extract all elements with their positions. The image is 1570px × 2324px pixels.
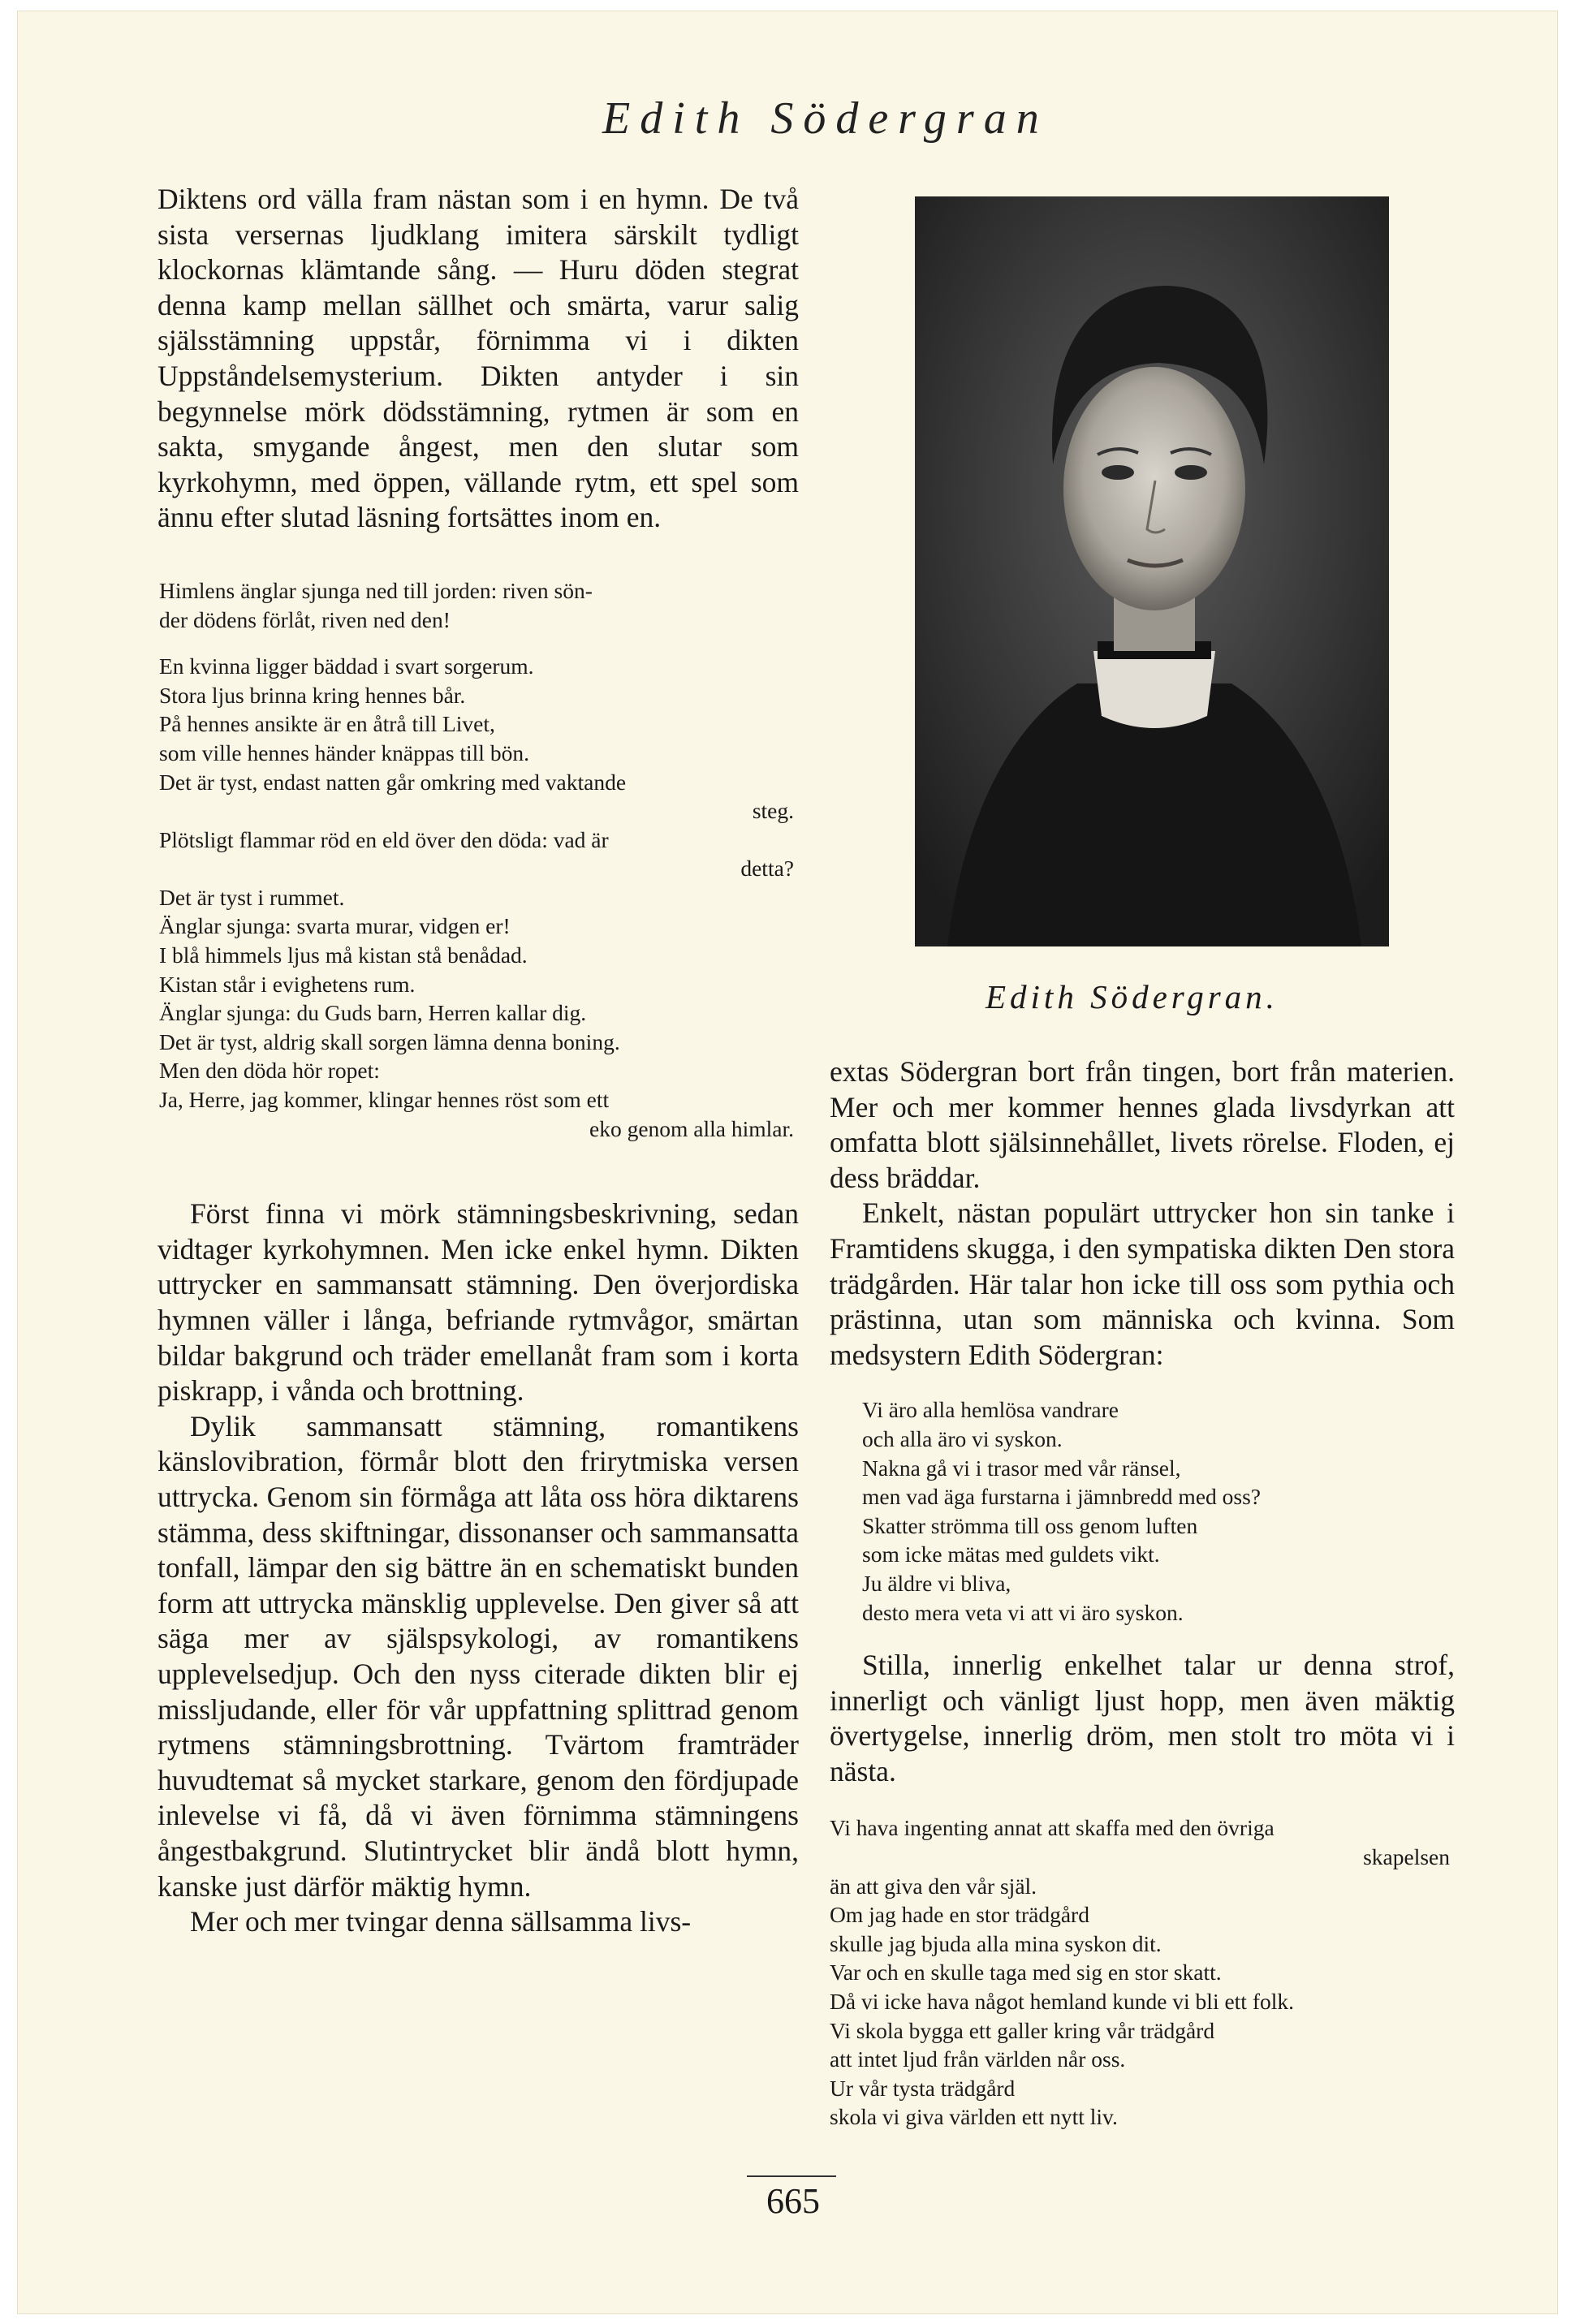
poem-line: Det är tyst, endast natten går omkring med vaktande: [159, 769, 627, 795]
poem-line: som icke mätas med guldets vikt.: [862, 1541, 1160, 1567]
poem-line-continuation: skapelsen: [1363, 1844, 1450, 1870]
page-number: 665: [766, 2181, 820, 2221]
poem-line: Plötsligt flammar röd en eld över den döda: vad är: [159, 826, 609, 852]
poem-line: der dödens förlåt, riven ned den!: [159, 606, 451, 632]
footer-rule: [747, 2175, 836, 2177]
poem-line: Men den döda hör ropet:: [159, 1058, 380, 1084]
portrait-photo: [915, 196, 1389, 946]
poem-line: Vi skola bygga ett galler kring vår trädgård: [830, 2017, 1215, 2043]
paragraph: Diktens ord välla fram nästan som i en hymn. De två sista versernas ljudklang imitera särskilt tydligt klockornas klämtande sång. — Huru döden stegrat denna kamp mellan sällhet och smärta, varur salig själsstämning uppstår, förnimma vi i dikten Uppståndelsemysterium. Dikten antyder i sin begynnelse mörk dödsstämning, rytmen är som en sakta, smygande ångest, men den slutar som kyrkohymn, med öppen, vällande rytm, ett spel som ännu efter slutad läsning fortsättes inom en.: [157, 183, 799, 534]
poem-line: Änglar sjunga: svarta murar, vidgen er!: [159, 913, 511, 939]
poem-line: Var och en skulle taga med sig en stor skatt.: [830, 1960, 1222, 1986]
poem-line: Det är tyst i rummet.: [159, 884, 345, 910]
poem-line-continuation: steg.: [752, 798, 794, 824]
paragraph: extas Södergran bort från tingen, bort från materien. Mer och mer kommer hennes glada livsdyrkan att omfatta blott själsinnehållet, livets rörelse. Floden, ej dess bräddar.: [830, 1055, 1455, 1194]
poem-intro: [157, 576, 799, 634]
photo-caption: Edith Södergran.: [986, 978, 1279, 1015]
poem-line: Skatter strömma till oss genom luften: [862, 1512, 1198, 1538]
paragraph: Först finna vi mörk stämningsbeskrivning, sedan vidtager kyrkohymnen. Men icke enkel hymn. Dikten uttrycker en sammansatt stämning. Den överjordiska hymnen väller i långa, befriande rytmvågor, smärtan bildar bakgrund och träder emellanåt fram som i korta piskrapp, i vånda och brottning.: [157, 1197, 799, 1408]
right-prose-2: [830, 1648, 1455, 1789]
paragraph: Enkelt, nästan populärt uttrycker hon sin tanke i Framtidens skugga, i den sympatiska dikten Den stora trädgården. Här talar hon icke till oss som pythia och prästinna, utan som människa och kvinna. Som medsystern Edith Södergran:: [830, 1196, 1455, 1371]
poem-framtidens-skugga: [830, 1395, 1455, 1627]
poem-line: skola vi giva världen ett nytt liv.: [830, 2104, 1118, 2130]
poem-line: Vi hava ingenting annat att skaffa med den övriga: [830, 1815, 1275, 1841]
poem-line: än att giva den vår själ.: [830, 1873, 1037, 1899]
poem-line: Änglar sjunga: du Guds barn, Herren kallar dig.: [159, 1000, 587, 1026]
poem-line: Himlens änglar sjunga ned till jorden: riven sön-: [159, 577, 593, 603]
paragraph: Stilla, innerlig enkelhet talar ur denna strof, innerligt och vänligt ljust hopp, men även mäktig övertygelse, innerlig dröm, men stolt tro möta vi i nästa.: [830, 1649, 1455, 1787]
poem-line: men vad äga furstarna i jämnbredd med oss?: [862, 1484, 1262, 1510]
poem-line: Det är tyst, aldrig skall sorgen lämna denna boning.: [159, 1028, 620, 1054]
poem-den-stora-tradgarden: [830, 1813, 1455, 2132]
left-column: [157, 182, 799, 1940]
poem-line-continuation: detta?: [740, 856, 794, 882]
paragraph: Dylik sammansatt stämning, romantikens känslovibration, förmår blott den frirytmiska versen uttrycka. Genom sin förmåga att låta oss höra diktarens stämma, dess skiftningar, dissonanser och sammansatta tonfall, lämpar den sig bättre än en schematiskt bunden form att uttrycka mänsklig upplevelse. Den giver så att säga mer av själspsykologi, av romantikens upplevelsedjup. Och den nyss citerade dikten blir ej missljudande, eller för vår uppfattning splittrad genom rytmens stämningsbrottning. Tvärtom framträder huvudtemat så mycket starkare, genom den fördjupade inlevelse vi få, då vi även förnimma stämningens ångestbakgrund. Slutintrycket blir ändå blott hymn, kanske just därför mäktig hymn.: [157, 1409, 799, 1903]
poem-line: Ja, Herre, jag kommer, klingar hennes röst som ett: [159, 1087, 610, 1113]
poem-line: Kistan står i evighetens rum.: [159, 971, 416, 997]
poem-line: att intet ljud från världen når oss.: [830, 2046, 1126, 2072]
poem-line: En kvinna ligger bäddad i svart sorgerum.: [159, 653, 534, 679]
poem-line: Om jag hade en stor trädgård: [830, 1902, 1089, 1928]
poem-line: Ur vår tysta trädgård: [830, 2075, 1016, 2101]
paragraph: Mer och mer tvingar denna sällsamma livs-: [190, 1905, 692, 1938]
poem-uppstandelsemysterium: [157, 652, 799, 1143]
page-sheet: [18, 11, 1557, 2313]
portrait-image: [915, 196, 1389, 946]
right-prose-1: [830, 1054, 1455, 1373]
poem-line-continuation: eko genom alla himlar.: [589, 1115, 794, 1141]
running-title: Edith Södergran: [602, 93, 1049, 144]
poem-line: Ju äldre vi bliva,: [862, 1570, 1011, 1596]
poem-line: desto mera veta vi att vi äro syskon.: [862, 1599, 1184, 1625]
poem-line: som ville hennes händer knäppas till bön.: [159, 739, 529, 765]
poem-line: och alla äro vi syskon.: [862, 1425, 1063, 1451]
left-prose-2: [157, 1196, 799, 1939]
left-prose-1: [157, 182, 799, 536]
poem-line: Vi äro alla hemlösa vandrare: [862, 1397, 1119, 1423]
poem-line: Då vi icke hava något hemland kunde vi bli ett folk.: [830, 1989, 1294, 2015]
poem-line: Nakna gå vi i trasor med vår ränsel,: [862, 1455, 1181, 1481]
poem-line: Stora ljus brinna kring hennes bår.: [159, 682, 466, 708]
poem-line: I blå himmels ljus må kistan stå benådad.: [159, 942, 528, 968]
poem-line: skulle jag bjuda alla mina syskon dit.: [830, 1930, 1162, 1956]
poem-line: På hennes ansikte är en åtrå till Livet,: [159, 711, 495, 737]
right-column: [830, 1054, 1455, 2132]
